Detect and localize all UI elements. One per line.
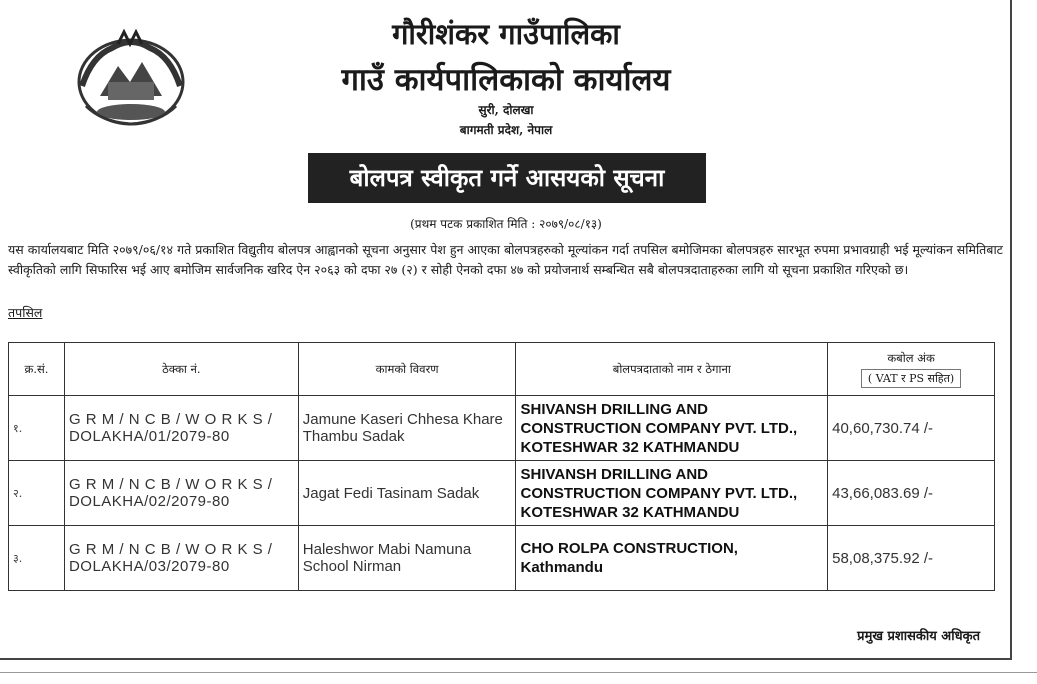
row-contract-no xyxy=(64,396,298,461)
header-amount-label: कबोल अंक xyxy=(887,350,935,365)
header-bidder: बोलपत्रदाताको नाम र ठेगाना xyxy=(516,343,828,396)
header-amount-note: ( VAT र PS सहित) xyxy=(861,369,961,388)
row-sn: २. xyxy=(9,461,65,526)
row-sn: १. xyxy=(9,396,65,461)
contract-line-1: G R M / N C B / W O R K S / xyxy=(68,476,273,493)
bid-table xyxy=(8,342,995,591)
contract-line-2: DOLAKHA/01/2079-80 xyxy=(68,428,230,445)
row-amount: 58,08,375.92 /- xyxy=(828,526,995,591)
row-work: Jagat Fedi Tasinam Sadak xyxy=(298,461,516,526)
row-contract-no xyxy=(64,526,298,591)
tapsil-heading: तपसिल xyxy=(8,305,43,320)
row-contract-no xyxy=(64,461,298,526)
publish-date: (प्रथम पटक प्रकाशित मिति : २०७९/०८/१३) xyxy=(410,217,602,231)
office-subtitle: गाउँ कार्यपालिकाको कार्यालय xyxy=(341,62,671,98)
row-work: Jamune Kaseri Chhesa Khare Thambu Sadak xyxy=(298,396,516,461)
header-sn: क्र.सं. xyxy=(9,343,65,396)
row-work: Haleshwor Mabi Namuna School Nirman xyxy=(298,526,516,591)
row-sn: ३. xyxy=(9,526,65,591)
contract-line-1: G R M / N C B / W O R K S / xyxy=(68,541,273,558)
signer-title: प्रमुख प्रशासकीय अधिकृत xyxy=(857,629,980,644)
notice-paragraph: यस कार्यालयबाट मिति २०७९/०६/१४ गते प्रकाशित विद्युतीय बोलपत्र आह्वानको सूचना अनुसार पेश हुन आएका बोलपत्रहरुको मूल्यांकन गर्दा तपसिल बमोजिमका बोलपत्रहरु सारभूत रुपमा प्रभावग्राही भई मूल्यांकन समितिबाट स्वीकृतिको लागि सिफारिस भई आए बमोजिम सार्वजनिक खरिद ऐन २०६३ को दफा २७ (२) र सोही ऐनको दफा ४७ को प्रयोजनार्थ सम्बन्धित सबै बोलपत्रदाताहरुका लागि यो सूचना प्रकाशित गरिएको छ। xyxy=(8,242,1003,277)
address-line-1: सुरी, दोलखा xyxy=(478,103,534,117)
table-header-row xyxy=(9,343,995,396)
table-row xyxy=(9,526,995,591)
header-contract-no: ठेक्का नं. xyxy=(64,343,298,396)
contract-line-2: DOLAKHA/02/2079-80 xyxy=(68,493,230,510)
contract-line-1: G R M / N C B / W O R K S / xyxy=(68,411,273,428)
row-bidder: SHIVANSH DRILLING AND CONSTRUCTION COMPANY PVT. LTD., KOTESHWAR 32 KATHMANDU xyxy=(516,396,828,461)
header-work: कामको विवरण xyxy=(298,343,516,396)
row-bidder: SHIVANSH DRILLING AND CONSTRUCTION COMPANY PVT. LTD., KOTESHWAR 32 KATHMANDU xyxy=(516,461,828,526)
row-amount: 43,66,083.69 /- xyxy=(828,461,995,526)
table-row xyxy=(9,396,995,461)
header-amount xyxy=(828,343,995,396)
address-line-2: बागमती प्रदेश, नेपाल xyxy=(459,123,553,137)
row-amount: 40,60,730.74 /- xyxy=(828,396,995,461)
table-row xyxy=(9,461,995,526)
contract-line-2: DOLAKHA/03/2079-80 xyxy=(68,558,230,575)
office-name: गौरीशंकर गाउँपालिका xyxy=(392,17,620,51)
notice-title: बोलपत्र स्वीकृत गर्ने आसयको सूचना xyxy=(308,153,706,203)
row-bidder: CHO ROLPA CONSTRUCTION, Kathmandu xyxy=(516,526,828,591)
bottom-divider xyxy=(0,672,1037,673)
